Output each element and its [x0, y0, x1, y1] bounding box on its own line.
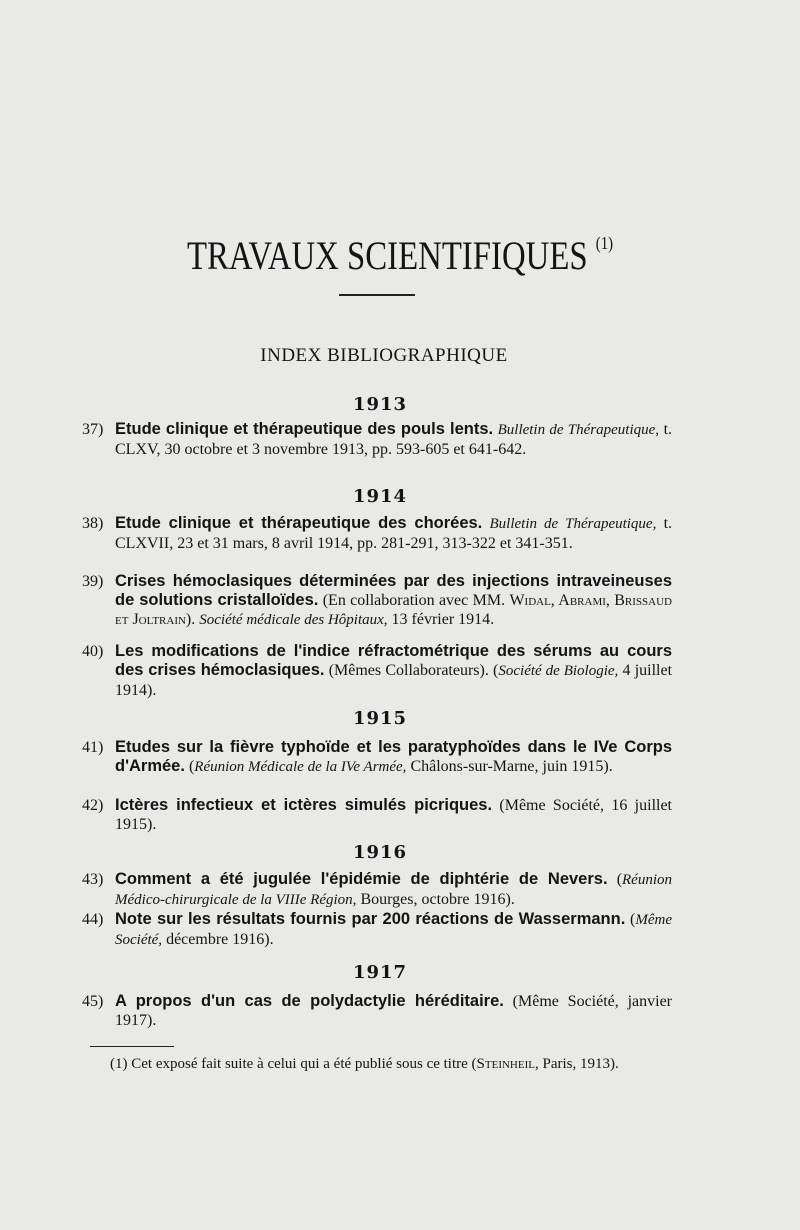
entry-details: Châlons-sur-Marne, juin 1915).	[410, 758, 613, 775]
page-title	[72, 232, 728, 279]
entry-collaboration: (En collaboration avec MM.	[322, 592, 506, 609]
entry-details: 13 février 1914.	[391, 611, 495, 628]
entry-number: 38)	[82, 515, 104, 532]
entry-41	[82, 738, 672, 777]
entry-number: 45)	[82, 993, 104, 1010]
entry-source: Réunion Médicale de la IVe Armée,	[194, 759, 407, 775]
entry-source: Bulletin de Thérapeutique,	[489, 516, 657, 532]
entry-title: A propos d'un cas de polydactylie héréditaire.	[115, 992, 504, 1010]
footnote-text: (1) Cet exposé fait suite à celui qui a été publié sous ce titre (	[110, 1056, 477, 1072]
year-heading-1914: 1914	[352, 486, 408, 507]
index-heading: INDEX BIBLIOGRAPHIQUE	[260, 345, 508, 366]
year-heading-1913: 1913	[352, 394, 408, 415]
footnote-place-date: Paris, 1913).	[542, 1056, 619, 1072]
entry-44	[82, 910, 672, 950]
footnote-publisher: Steinheil,	[476, 1056, 539, 1072]
entry-number: 37)	[82, 421, 104, 438]
year-heading-1915: 1915	[352, 708, 408, 729]
entry-details: t. CLXVII, 23 et 31 mars, 8 avril 1914, pp. 281-291, 313-322 et 341-351.	[115, 515, 673, 552]
entry-45	[82, 992, 672, 1030]
entry-title: Etude clinique et thérapeutique des chorées.	[115, 514, 483, 532]
entry-source: Société médicale des Hôpitaux,	[199, 612, 388, 628]
entry-40	[82, 642, 672, 700]
entry-details: t. CLXV, 30 octobre et 3 novembre 1913, pp. 593-605 et 641-642.	[115, 421, 673, 458]
entry-details: (Même Société, 16 juillet 1915).	[115, 797, 672, 833]
entry-number: 41)	[82, 739, 104, 756]
entry-title: Les modifications de l'indice réfractométrique des sérums au cours des crises hémoclasiques.	[115, 642, 672, 679]
entry-paren: (	[188, 758, 195, 775]
entry-number: 44)	[82, 911, 104, 928]
entry-paren: (	[630, 911, 636, 928]
footnote	[90, 1054, 672, 1074]
entry-title: Crises hémoclasiques déterminées par des injections intraveineuses de solutions cristalloïdes.	[115, 572, 672, 609]
entry-details: décembre 1916).	[166, 931, 274, 948]
entry-source: Réunion Médico-chirurgicale de la VIIIe Région,	[115, 872, 673, 908]
entry-number: 43)	[82, 871, 104, 888]
entry-37	[82, 420, 672, 459]
title-text: TRAVAUX SCIENTIFIQUES	[186, 233, 588, 278]
entry-title: Note sur les résultats fournis par 200 réactions de Wassermann.	[115, 910, 626, 928]
entry-number: 42)	[82, 797, 104, 814]
entry-38	[82, 514, 672, 553]
entry-details: 4 juillet 1914).	[115, 662, 673, 699]
footnote-divider	[90, 1046, 174, 1047]
entry-collaboration: (Mêmes Collaborateurs). (	[328, 662, 499, 679]
entry-details: Bourges, octobre 1916).	[360, 891, 515, 908]
entry-paren: (	[616, 871, 623, 888]
entry-title: Etude clinique et thérapeutique des pouls lents.	[115, 420, 494, 438]
entry-number: 40)	[82, 643, 104, 660]
entry-title: Etudes sur la fièvre typhoïde et les paratyphoïdes dans le IVe Corps d'Armée.	[115, 738, 672, 775]
entry-43	[82, 870, 672, 910]
entry-title: Ictères infectieux et ictères simulés picriques.	[115, 796, 493, 814]
title-divider	[339, 294, 415, 296]
entry-source: Bulletin de Thérapeutique,	[497, 422, 660, 438]
entry-authors: Widal, Abrami, Brissaud et Joltrain).	[115, 592, 672, 628]
entry-details: (Même Société, janvier 1917).	[115, 993, 672, 1029]
year-heading-1916: 1916	[352, 842, 408, 863]
year-heading-1917: 1917	[352, 962, 408, 983]
entry-source: Société de Biologie,	[498, 663, 619, 679]
entry-42	[82, 796, 672, 834]
entry-number: 39)	[82, 573, 104, 590]
entry-39	[82, 572, 672, 630]
title-footnote-mark: (1)	[595, 233, 614, 253]
entry-source: Même Société,	[115, 912, 673, 948]
entry-title: Comment a été jugulée l'épidémie de diphtérie de Nevers.	[115, 870, 608, 888]
